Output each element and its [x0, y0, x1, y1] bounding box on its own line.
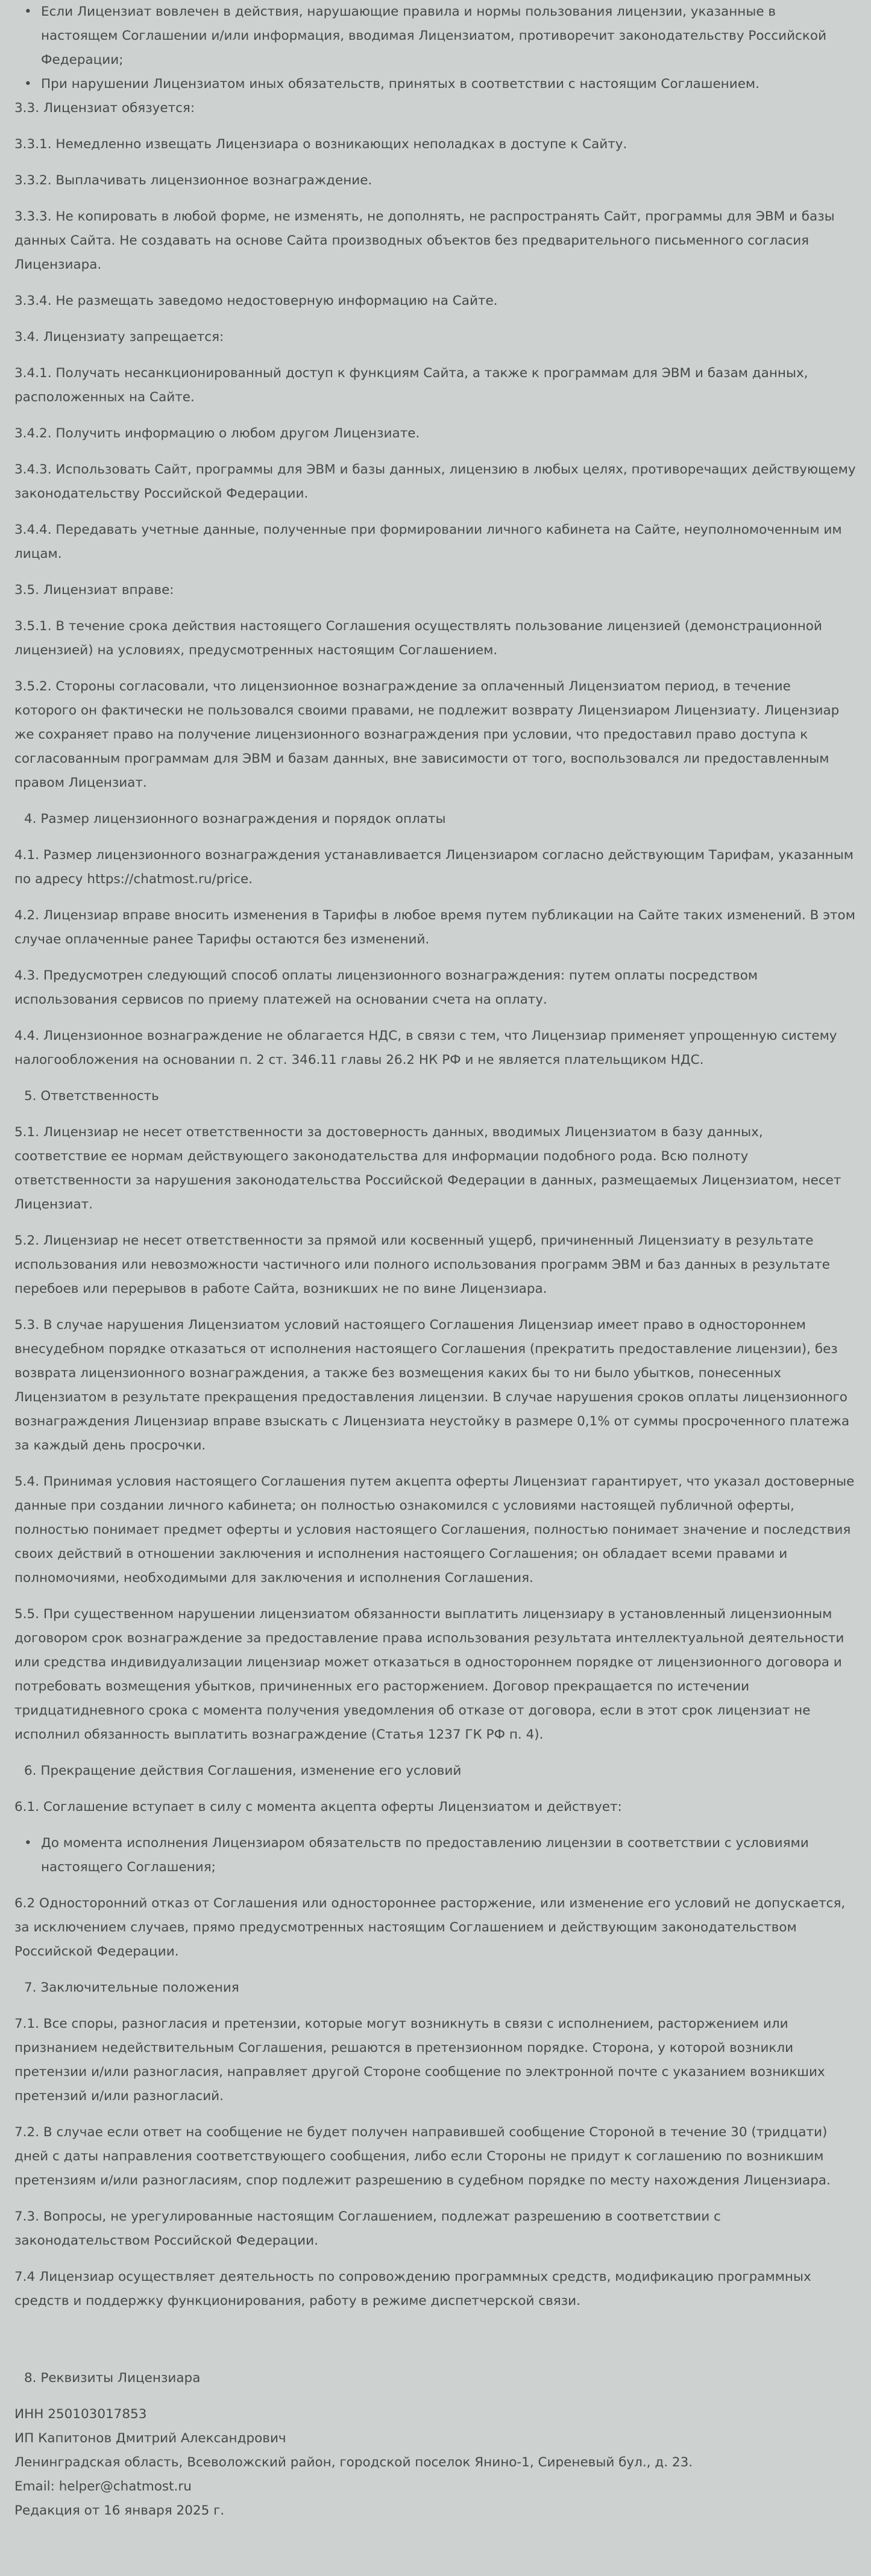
clause-3-4: 3.4. Лицензиату запрещается:	[14, 330, 224, 345]
clause-6-2: 6.2 Односторонний отказ от Соглашения или одностороннее расторжение, или изменение его условий не допускается, за исключением случаев, прямо предусмотренных настоящим Соглашением и действующим законодательством Российской Федерации.	[14, 1896, 846, 1959]
clause-4-4: 4.4. Лицензионное вознаграждение не облагается НДС, в связи с тем, что Лицензиар применяет упрощенную систему налогообложения на основании п. 2 ст. 346.11 главы 26.2 НК РФ и не является плательщиком НДС.	[14, 1028, 837, 1068]
section-4-heading: 4. Размер лицензионного вознаграждения и порядок оплаты	[24, 811, 446, 827]
clause-3-4-2: 3.4.2. Получить информацию о любом другом Лицензиате.	[14, 426, 420, 441]
clause-3-4-4: 3.4.4. Передавать учетные данные, полученные при формировании личного кабинета на Сайте, неуполномоченным им лицам.	[14, 522, 842, 561]
clause-3-3-4: 3.3.4. Не размещать заведомо недостоверную информацию на Сайте.	[14, 293, 498, 308]
clause-3-4-1: 3.4.1. Получать несанкционированный доступ к функциям Сайта, а также к программам для ЭВМ и базам данных, расположенных на Сайте.	[14, 366, 808, 405]
termination-grounds-list	[14, 0, 856, 96]
list-item: • До момента исполнения Лицензиаром обязательств по предоставлению лицензии в соответствии с условиями настоящего Соглашения;	[41, 1831, 856, 1880]
bullet-icon: •	[24, 4, 32, 19]
clause-5-2: 5.2. Лицензиар не несет ответственности за прямой или косвенный ущерб, причиненный Лицензиату в результате использования или невозможности частичного или полного использования программ ЭВМ и баз данных в результате перебоев или перерывов в работе Сайта, возникших не по вине Лицензиара.	[14, 1233, 830, 1296]
clause-7-3: 7.3. Вопросы, не урегулированные настоящим Соглашением, подлежат разрешению в соответствии с законодательством Российской Федерации.	[14, 2209, 721, 2248]
clause-3-4-3: 3.4.3. Использовать Сайт, программы для ЭВМ и базы данных, лицензию в любых целях, противоречащих действующему законодательству Российской Федерации.	[14, 462, 856, 501]
validity-list	[14, 1831, 856, 1880]
clause-6-1: 6.1. Соглашение вступает в силу с момента акцепта оферты Лицензиатом и действует:	[14, 1799, 622, 1815]
clause-7-2: 7.2. В случае если ответ на сообщение не будет получен направившей сообщение Стороной в течение 30 (тридцати) дней с даты направления соответствующего сообщения, либо если Стороны не придут к соглашению по возникшим претензиям и/или разногласиям, спор подлежит разрешению в судебном порядке по месту нахождения Лицензиара.	[14, 2125, 831, 2188]
bullet-icon: •	[24, 77, 32, 92]
clause-7-1: 7.1. Все споры, разногласия и претензии, которые могут возникнуть в связи с исполнением, расторжением или признанием недействительным Соглашения, решаются в претензионном порядке. Сторона, у которой возникли претензии и/или разногласия, направляет другой Стороне сообщение по электронной почте с указанием возникших претензий и/или разногласий.	[14, 2016, 825, 2104]
bullet-icon: •	[24, 1836, 32, 1851]
section-8-heading: 8. Реквизиты Лицензиара	[24, 2371, 201, 2386]
clause-3-3-2: 3.3.2. Выплачивать лицензионное вознаграждение.	[14, 173, 373, 188]
clause-5-1: 5.1. Лицензиар не несет ответственности за достоверность данных, вводимых Лицензиатом в базу данных, соответствие ее нормам действующего законодательства для информации подобного рода. Всю полноту ответственности за нарушения законодательства Российской Федерации в данных, размещаемых Лицензиатом, несет Лицензиат.	[14, 1125, 841, 1212]
inn: ИНН 250103017853	[14, 2407, 147, 2422]
clause-3-3-1: 3.3.1. Немедленно извещать Лицензиара о возникающих неполадках в доступе к Сайту.	[14, 137, 627, 152]
list-item: • При нарушении Лицензиатом иных обязательств, принятых в соответствии с настоящим Соглашением.	[41, 72, 856, 96]
clause-3-5: 3.5. Лицензиат вправе:	[14, 583, 174, 598]
licensor-address: Ленинградская область, Всеволожский район, городской поселок Янино-1, Сиреневый бул., д. 23.	[14, 2455, 693, 2470]
licensor-requisites	[14, 2402, 856, 2523]
clause-4-3: 4.3. Предусмотрен следующий способ оплаты лицензионного вознаграждения: путем оплаты посредством использования сервисов по приему платежей на основании счета на оплату.	[14, 968, 758, 1007]
clause-4-1: 4.1. Размер лицензионного вознаграждения устанавливается Лицензиаром согласно действующим Тарифам, указанным по адресу https://chatmost.ru/price.	[14, 848, 854, 887]
clause-5-3: 5.3. В случае нарушения Лицензиатом условий настоящего Соглашения Лицензиар имеет право в одностороннем внесудебном порядке отказаться от исполнения настоящего Соглашения (прекратить предоставление лицензии), без возврата лицензионного вознаграждения, а также без возмещения каких бы то ни было убытков, понесенных Лицензиатом в результате прекращения предоставления лицензии. В случае нарушения сроков оплаты лицензионного вознаграждения Лицензиар вправе взыскать с Лицензиата неустойку в размере 0,1% от суммы просроченного платежа за каждый день просрочки.	[14, 1318, 850, 1453]
clause-5-5: 5.5. При существенном нарушении лицензиатом обязанности выплатить лицензиару в установленный лицензионным договором срок вознаграждение за предоставление права использования результата интеллектуальной деятельности или средства индивидуализации лицензиар может отказаться в одностороннем порядке от лицензионного договора и потребовать возмещения убытков, причиненных его расторжением. Договор прекращается по истечении тридцатидневного срока с момента получения уведомления об отказе от договора, если в этот срок лицензиат не исполнил обязанность выплатить вознаграждение (Статья 1237 ГК РФ п. 4).	[14, 1607, 844, 1742]
clause-3-5-2: 3.5.2. Стороны согласовали, что лицензионное вознаграждение за оплаченный Лицензиатом период, в течение которого он фактически не пользовался своими правами, не подлежит возврату Лицензиаром Лицензиату. Лицензиар же сохраняет право на получение лицензионного вознаграждения при условии, что предоставил право доступа к согласованным программам для ЭВМ и базам данных, вне зависимости от того, воспользовался ли предоставленным правом Лицензиат.	[14, 679, 840, 790]
clause-5-4: 5.4. Принимая условия настоящего Соглашения путем акцепта оферты Лицензиат гарантирует, что указал достоверные данные при создании личного кабинета; он полностью ознакомился с условиями настоящей публичной оферты, полностью понимает предмет оферты и условия настоящего Соглашения, полностью понимает значение и последствия своих действий в отношении заключения и исполнения настоящего Соглашения; он обладает всеми правами и полномочиями, необходимыми для заключения и исполнения Соглашения.	[14, 1474, 855, 1586]
section-5-heading: 5. Ответственность	[24, 1089, 159, 1104]
section-6-heading: 6. Прекращение действия Соглашения, изменение его условий	[24, 1763, 462, 1778]
clause-4-2: 4.2. Лицензиар вправе вносить изменения в Тарифы в любое время путем публикации на Сайте таких изменений. В этом случае оплаченные ранее Тарифы остаются без изменений.	[14, 908, 855, 947]
edition-date: Редакция от 16 января 2025 г.	[14, 2503, 225, 2518]
clause-7-4: 7.4 Лицензиар осуществляет деятельность по сопровождению программных средств, модификацию программных средств и поддержку функционирования, работу в режиме диспетчерской связи.	[14, 2269, 811, 2309]
section-7-heading: 7. Заключительные положения	[24, 1980, 239, 1995]
clause-3-3: 3.3. Лицензиат обязуется:	[14, 101, 195, 116]
clause-3-3-3: 3.3.3. Не копировать в любой форме, не изменять, не дополнять, не распространять Сайт, программы для ЭВМ и базы данных Сайта. Не создавать на основе Сайта производных объектов без предварительного письменного согласия Лицензиара.	[14, 209, 835, 272]
list-item: • Если Лицензиат вовлечен в действия, нарушающие правила и нормы пользования лицензии, указанные в настоящем Соглашении и/или информация, вводимая Лицензиатом, противоречит законодательству Российской Федерации;	[41, 0, 856, 72]
licensor-email: Email: helper@chatmost.ru	[14, 2479, 192, 2494]
spacer	[14, 2325, 856, 2366]
licensor-name: ИП Капитонов Дмитрий Александрович	[14, 2431, 286, 2446]
clause-3-5-1: 3.5.1. В течение срока действия настоящего Соглашения осуществлять пользование лицензией (демонстрационной лицензией) на условиях, предусмотренных настоящим Соглашением.	[14, 619, 822, 658]
